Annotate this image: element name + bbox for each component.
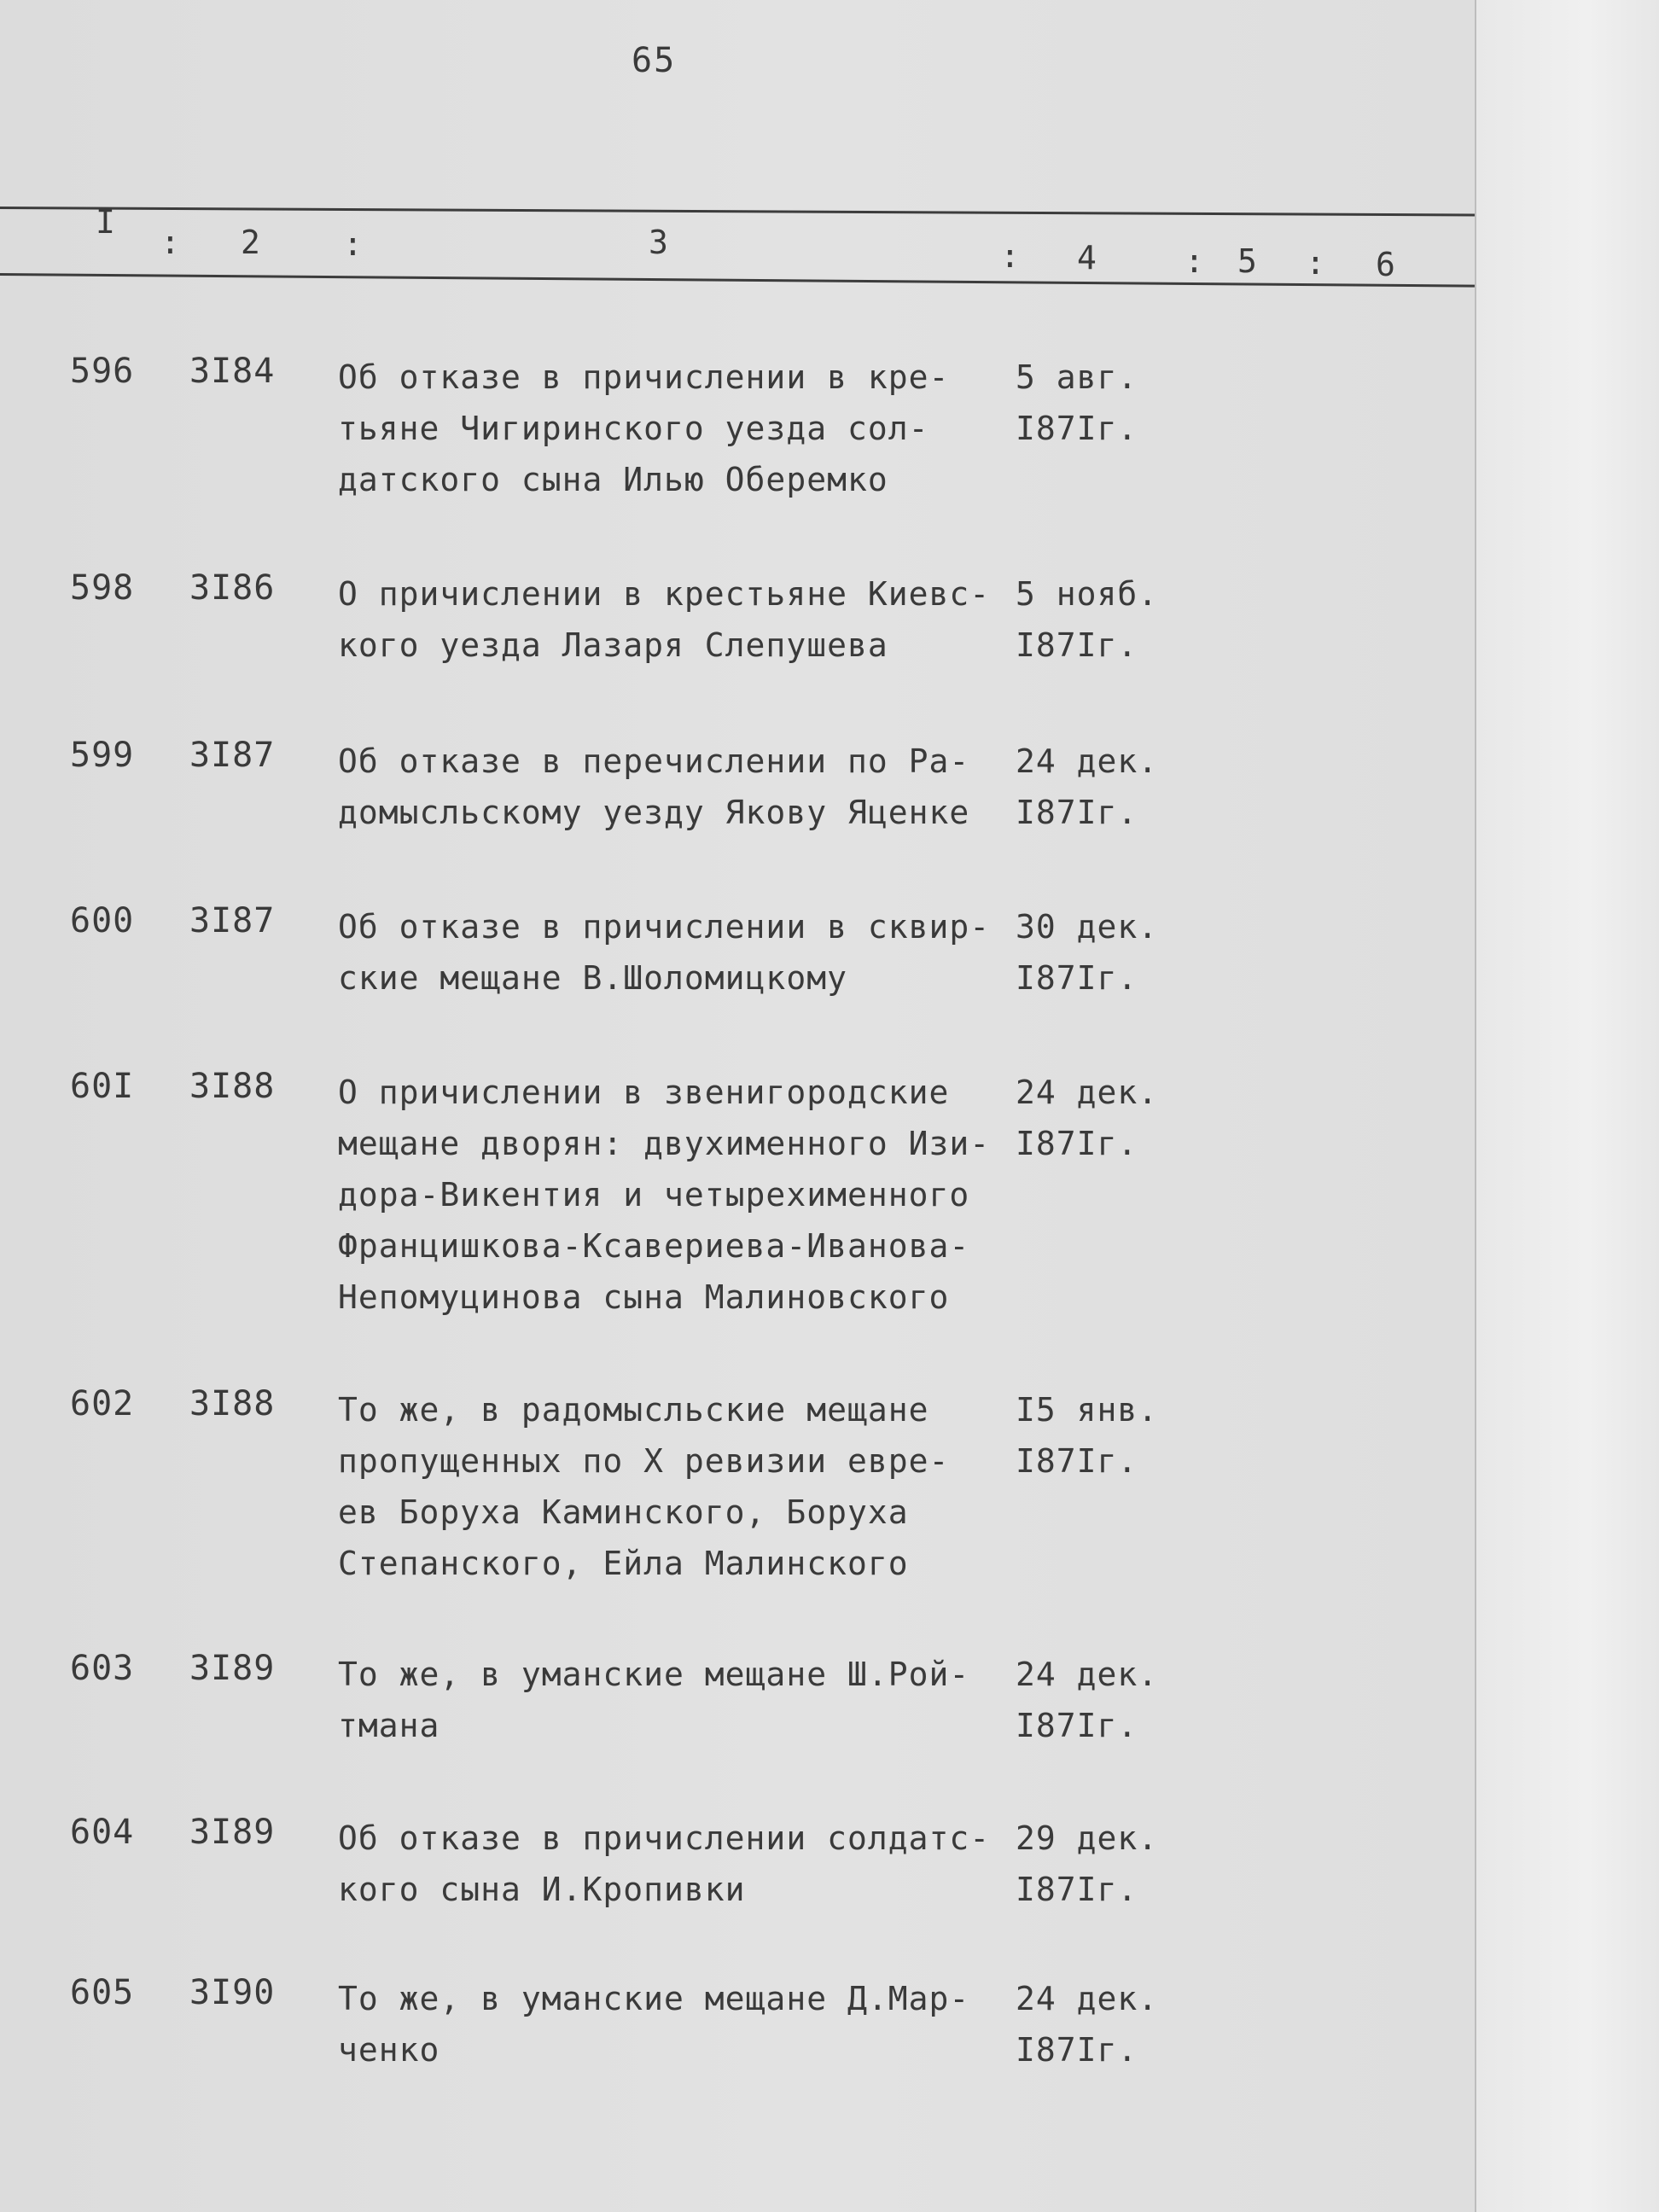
entry-date: 5 авг. I87Iг. [1016,358,1138,447]
entry-number: 602 [70,1384,135,1423]
entry-description: Об отказе в причислении солдатс- кого сына И.Кропивки [338,1819,991,1908]
page-number: 65 [632,41,677,80]
header-col-3: 3 [649,224,668,261]
entry-date: 24 дек. I87Iг. [1016,1980,1159,2069]
entry-date: 24 дек. I87Iг. [1016,1656,1159,1744]
entry-description: О причислении в крестьяне Киевс- кого уезда Лазаря Слепушева [338,575,991,664]
entry-description: Об отказе в перечислении по Ра- домысльскому уезду Якову Яценке [338,742,970,831]
file-number: 3I87 [189,901,276,940]
entry-number: 605 [70,1973,135,2012]
entry-number: 603 [70,1649,135,1688]
entry-number: 598 [70,568,135,608]
entry-date: 24 дек. I87Iг. [1016,1074,1159,1162]
entry-description: Об отказе в причислении в кре- тьяне Чигиринского уезда сол- датского сына Илью Оберемко [338,358,950,498]
file-number: 3I88 [189,1067,276,1106]
page-edge [1475,0,1659,2212]
header-col-4: 4 [1077,239,1097,276]
header-col-1: I [96,203,115,241]
entry-description: То же, в уманские мещане Ш.Рой- тмана [338,1656,970,1744]
header-separator: : [1306,244,1325,282]
entry-description: О причислении в звенигородские мещане дворян: двухименного Изи- дора-Викентия и четырехименного Францишкова-Ксавериева-Иванова- Непомуцинова сына Малиновского [338,1074,991,1316]
file-number: 3I86 [189,568,276,608]
file-number: 3I88 [189,1384,276,1423]
entry-description: Об отказе в причислении в сквир- ские мещане В.Шоломицкому [338,908,991,997]
entry-number: 604 [70,1813,135,1852]
entry-number: 600 [70,901,135,940]
header-col-5: 5 [1237,242,1257,280]
file-number: 3I84 [189,352,276,391]
header-separator: : [160,224,180,261]
entry-date: 24 дек. I87Iг. [1016,742,1159,831]
entry-number: 599 [70,736,135,775]
header-col-2: 2 [241,224,260,261]
file-number: 3I89 [189,1813,276,1852]
header-separator: : [1000,237,1020,275]
entry-date: 30 дек. I87Iг. [1016,908,1159,997]
file-number: 3I90 [189,1973,276,2012]
header-separator: : [343,225,363,263]
entry-number: 60I [70,1067,135,1106]
entry-description: То же, в радомысльские мещане пропущенных по Х ревизии евре- ев Боруха Каминского, Боруха Степанского, Ейла Малинского [338,1391,950,1582]
header-col-6: 6 [1376,246,1395,283]
file-number: 3I89 [189,1649,276,1688]
file-number: 3I87 [189,736,276,775]
entry-description: То же, в уманские мещане Д.Мар- ченко [338,1980,970,2069]
entry-date: 5 нояб. I87Iг. [1016,575,1159,664]
header-separator: : [1185,242,1204,280]
entry-number: 596 [70,352,135,391]
entry-date: I5 янв. I87Iг. [1016,1391,1159,1480]
entry-date: 29 дек. I87Iг. [1016,1819,1159,1908]
